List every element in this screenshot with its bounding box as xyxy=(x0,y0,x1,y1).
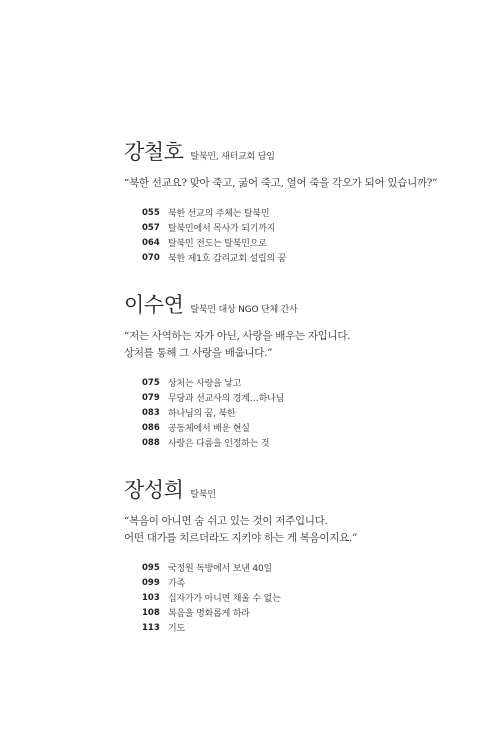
chapter-entry xyxy=(142,405,474,420)
chapter-entry xyxy=(142,205,474,220)
quote-line: “복음이 아니면 숨 쉬고 있는 것이 저주입니다. xyxy=(124,515,328,527)
chapter-list xyxy=(142,375,474,450)
chapter-page: 095 xyxy=(142,562,160,573)
section-header xyxy=(124,289,474,319)
quote-line: “저는 사역하는 자가 아닌, 사랑을 배우는 자입니다. xyxy=(124,330,351,342)
chapter-entry xyxy=(142,590,474,605)
chapter-list xyxy=(142,205,474,265)
chapter-entry xyxy=(142,235,474,250)
section-header xyxy=(124,474,474,504)
chapter-page: 103 xyxy=(142,592,160,603)
chapter-title: 북한 제1호 감리교회 설립의 꿈 xyxy=(168,254,287,264)
chapter-entry xyxy=(142,375,474,390)
chapter-title: 탈북민에서 목사가 되기까지 xyxy=(168,224,276,234)
section-jang xyxy=(124,474,474,635)
person-role: 탈북민, 새터교회 담임 xyxy=(190,152,275,162)
chapter-entry xyxy=(142,390,474,405)
chapter-entry xyxy=(142,560,474,575)
chapter-page: 064 xyxy=(142,237,160,248)
chapter-entry xyxy=(142,620,474,635)
chapter-page: 083 xyxy=(142,407,160,418)
chapter-title: 북한 선교의 주체는 탈북민 xyxy=(168,209,270,219)
section-header xyxy=(124,136,474,166)
chapter-title: 탈북민 전도는 탈북민으로 xyxy=(168,239,267,249)
chapter-page: 079 xyxy=(142,392,160,403)
person-role: 탈북민 xyxy=(190,490,216,500)
chapter-title: 공동체에서 배운 현실 xyxy=(168,424,250,434)
quote-line: 상처를 통해 그 사랑을 배웁니다.” xyxy=(124,347,273,359)
chapter-page: 099 xyxy=(142,577,160,588)
chapter-page: 086 xyxy=(142,422,160,433)
section-kang xyxy=(124,136,474,265)
quote-line: 어떤 대가를 치르더라도 지키야 하는 게 복음이지요.” xyxy=(124,532,358,544)
quote xyxy=(124,513,474,547)
section-lee xyxy=(124,289,474,450)
chapter-title: 기도 xyxy=(168,624,185,634)
quote xyxy=(124,175,474,192)
chapter-entry xyxy=(142,420,474,435)
chapter-title: 하나님의 꿈, 북한 xyxy=(168,409,236,419)
chapter-page: 057 xyxy=(142,222,160,233)
person-name: 장성희 xyxy=(124,478,184,502)
chapter-title: 사랑은 다름을 인정하는 것 xyxy=(168,439,270,449)
chapter-page: 075 xyxy=(142,377,160,388)
person-name: 강철호 xyxy=(124,140,184,164)
chapter-title: 국정원 독방에서 보낸 40일 xyxy=(168,564,272,574)
chapter-title: 십자가가 아니면 채울 수 없는 xyxy=(168,594,281,604)
chapter-list xyxy=(142,560,474,635)
chapter-page: 070 xyxy=(142,252,160,263)
chapter-entry xyxy=(142,605,474,620)
chapter-entry xyxy=(142,250,474,265)
chapter-title: 복음을 명화롭게 하라 xyxy=(168,609,250,619)
chapter-entry xyxy=(142,220,474,235)
chapter-page: 108 xyxy=(142,607,160,618)
quote xyxy=(124,328,474,362)
chapter-title: 무당과 선교사의 경계…하나님 xyxy=(168,394,285,404)
chapter-page: 113 xyxy=(142,622,160,633)
chapter-page: 055 xyxy=(142,207,160,218)
quote-line: “북한 선교요? 맞아 죽고, 굶어 죽고, 얼어 죽을 각오가 되어 있습니까?” xyxy=(124,177,438,189)
chapter-title: 가족 xyxy=(168,579,185,589)
chapter-page: 088 xyxy=(142,437,160,448)
chapter-entry xyxy=(142,575,474,590)
person-role: 탈북민 대상 NGO 단체 간사 xyxy=(190,305,298,315)
person-name: 이수연 xyxy=(124,293,184,317)
chapter-title: 상처는 사랑을 낳고 xyxy=(168,379,242,389)
chapter-entry xyxy=(142,435,474,450)
